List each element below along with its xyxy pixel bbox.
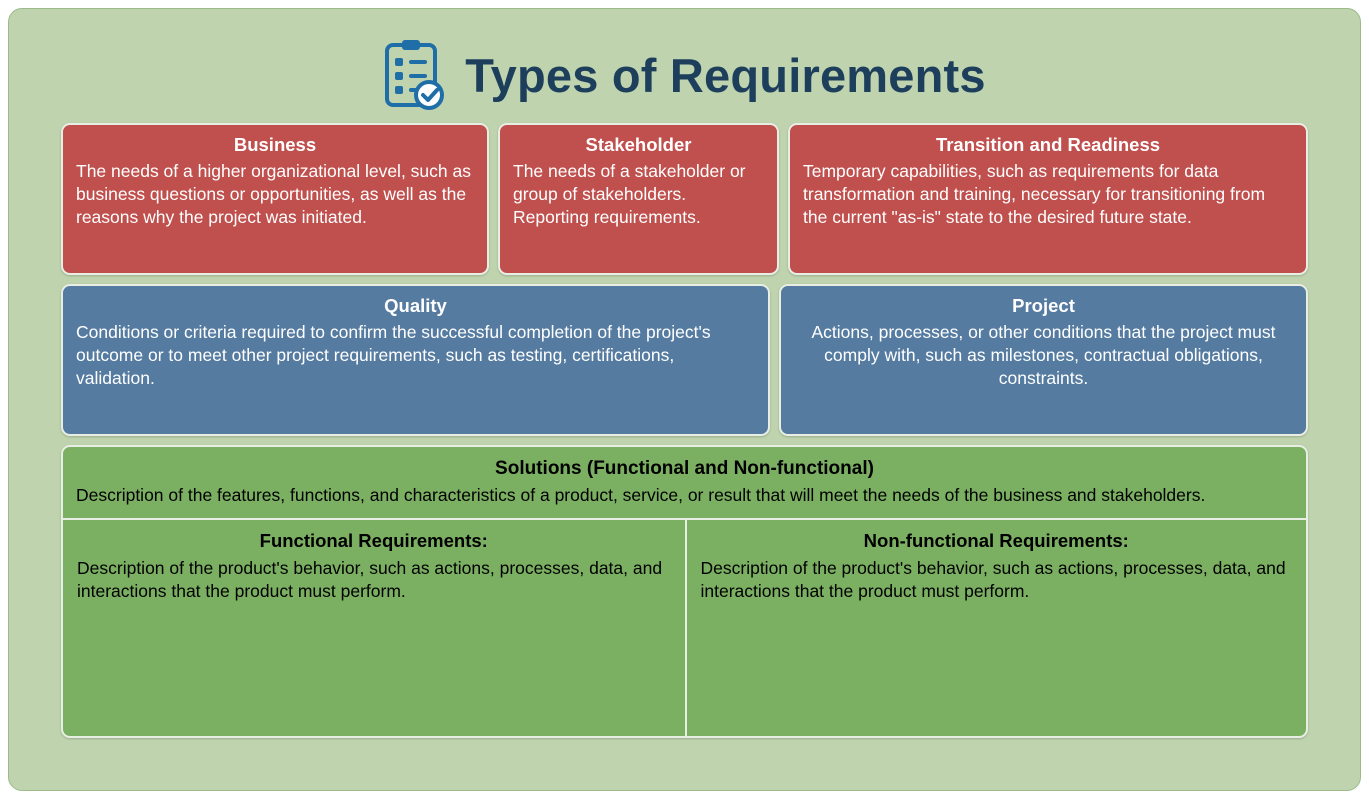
card-functional-body: Description of the product's behavior, such as actions, processes, data, and interactions that the product must perform. xyxy=(77,558,663,602)
card-nonfunctional-requirements[interactable] xyxy=(685,520,1307,736)
card-quality-title: Quality xyxy=(384,295,447,316)
card-business-body: The needs of a higher organizational level, such as business questions or opportunities, as well as the reasons why the project was initiated. xyxy=(76,160,471,227)
card-solutions[interactable] xyxy=(61,445,1308,738)
card-stakeholder-body: The needs of a stakeholder or group of stakeholders. Reporting requirements. xyxy=(513,160,746,227)
card-business[interactable] xyxy=(61,123,489,275)
card-transition-title: Transition and Readiness xyxy=(935,134,1161,155)
card-stakeholder[interactable] xyxy=(498,123,779,275)
card-transition-body: Temporary capabilities, such as requirements for data transformation and training, necessary for transitioning from the current "as-is" state to the desired future state. xyxy=(803,160,1266,227)
card-project-body: Actions, processes, or other conditions that the project must comply with, such as milestones, contractual obligations, constraints. xyxy=(811,321,1276,388)
page-title: Types of Requirements xyxy=(465,48,986,102)
card-nonfunctional-body: Description of the product's behavior, such as actions, processes, data, and interactions that the product must perform. xyxy=(700,558,1286,602)
card-solutions-header xyxy=(63,447,1306,520)
card-quality-body: Conditions or criteria required to confirm the successful completion of the project's outcome or to meet other project requirements, such as testing, certifications, validation. xyxy=(76,321,711,388)
card-transition-readiness[interactable] xyxy=(788,123,1308,275)
card-business-title: Business xyxy=(233,134,317,155)
row-quality-project xyxy=(61,284,1308,436)
clipboard-checklist-icon xyxy=(383,39,447,111)
card-functional-requirements[interactable] xyxy=(63,520,685,736)
row-business-level xyxy=(61,123,1308,275)
poster-header xyxy=(61,27,1308,123)
requirements-poster xyxy=(8,8,1361,791)
card-nonfunctional-title: Non-functional Requirements: xyxy=(863,530,1129,552)
card-stakeholder-title: Stakeholder xyxy=(585,134,692,155)
card-quality[interactable] xyxy=(61,284,770,436)
solutions-subcards xyxy=(63,520,1306,736)
card-solutions-title: Solutions (Functional and Non-functional) xyxy=(495,458,874,479)
card-functional-title: Functional Requirements: xyxy=(259,530,488,552)
card-project-title: Project xyxy=(1012,295,1075,316)
card-project[interactable] xyxy=(779,284,1308,436)
card-solutions-body: Description of the features, functions, and characteristics of a product, service, or result that will meet the needs of the business and stakeholders. xyxy=(76,484,1206,505)
